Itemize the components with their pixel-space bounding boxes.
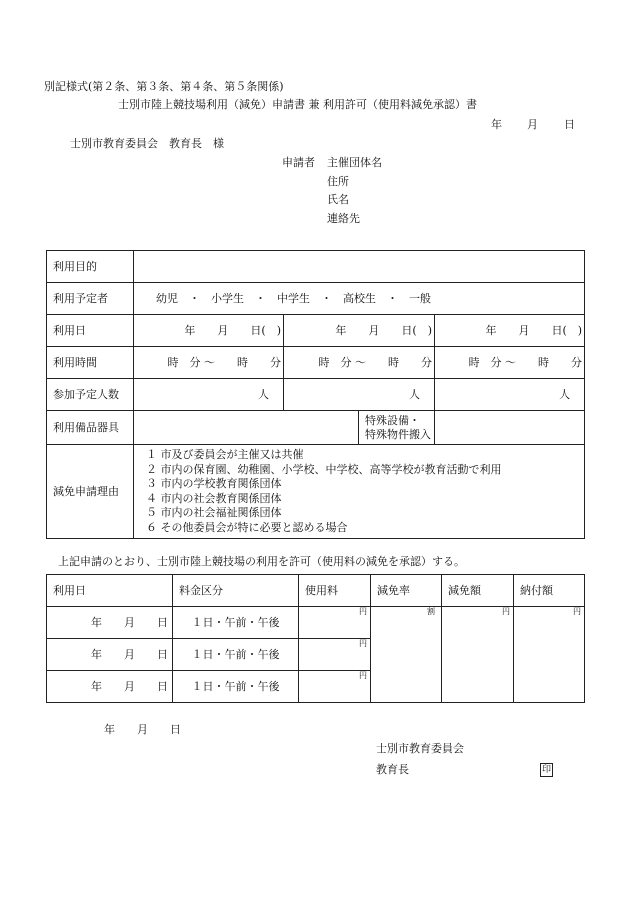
date-cell-2[interactable]: 年 月 日( ) bbox=[284, 315, 435, 347]
payment-amount-cell[interactable]: 円 bbox=[514, 607, 585, 703]
row2-fee-class[interactable]: １日・午前・午後 bbox=[173, 639, 299, 671]
reason-item[interactable]: ４ 市内の社会教育関係団体 bbox=[146, 491, 282, 505]
purpose-field[interactable] bbox=[134, 251, 585, 283]
document-title: 士別市陸上競技場利用（減免）申請書 兼 利用許可（使用料減免承認）書 bbox=[118, 98, 477, 111]
application-table bbox=[46, 250, 585, 539]
exemption-reasons bbox=[134, 445, 585, 539]
applicant-org: 主催団体名 bbox=[327, 156, 382, 169]
exemption-label: 減免申請理由 bbox=[47, 445, 134, 539]
exemption-rate-cell[interactable]: 割 bbox=[371, 607, 442, 703]
equipment-label: 利用備品器具 bbox=[47, 411, 134, 445]
time-cell-1[interactable]: 時 分 ～ 時 分 bbox=[134, 347, 284, 379]
row3-usage-fee[interactable]: 円 bbox=[299, 671, 371, 703]
date-cell-3[interactable]: 年 月 日( ) bbox=[435, 315, 585, 347]
date-cell-1[interactable]: 年 月 日( ) bbox=[134, 315, 284, 347]
addressee: 士別市教育委員会 教育長 様 bbox=[70, 137, 224, 150]
issuer-org: 士別市教育委員会 bbox=[376, 742, 464, 755]
header-usage-fee: 使用料 bbox=[299, 575, 371, 607]
header-exemption-amount: 減免額 bbox=[442, 575, 514, 607]
participants-cell-2[interactable]: 人 bbox=[284, 379, 435, 411]
special-equipment-field[interactable] bbox=[435, 411, 585, 445]
special-equipment-label bbox=[359, 411, 435, 445]
date-label: 利用日 bbox=[47, 315, 134, 347]
reason-item[interactable]: ５ 市内の社会福祉関係団体 bbox=[146, 506, 282, 519]
header-date: 利用日 bbox=[47, 575, 173, 607]
purpose-label: 利用目的 bbox=[47, 251, 134, 283]
reason-item[interactable]: ６ その他委員会が特に必要と認める場合 bbox=[146, 520, 348, 534]
issuer-title: 教育長 bbox=[376, 763, 409, 776]
special-label-line1: 特殊設備・ bbox=[365, 413, 420, 427]
row1-date[interactable]: 年 月 日 bbox=[47, 607, 173, 639]
reason-item[interactable]: ３ 市内の学校教育関係団体 bbox=[146, 477, 282, 490]
time-cell-2[interactable]: 時 分 ～ 時 分 bbox=[284, 347, 435, 379]
applicant-label: 申請者 bbox=[282, 156, 315, 169]
approval-table bbox=[46, 574, 585, 703]
applicant-contact: 連絡先 bbox=[327, 212, 360, 225]
attendees-label: 利用予定者 bbox=[47, 283, 134, 315]
seal-stamp bbox=[540, 762, 553, 777]
row1-usage-fee[interactable]: 円 bbox=[299, 607, 371, 639]
reason-item[interactable]: ２ 市内の保育園、幼稚園、小学校、中学校、高等学校が教育活動で利用 bbox=[146, 462, 502, 476]
date-month: 月 bbox=[527, 118, 538, 131]
header-exemption-rate: 減免率 bbox=[371, 575, 442, 607]
header-payment-amount: 納付額 bbox=[514, 575, 585, 607]
attendees-options[interactable]: 幼児 ・ 小学生 ・ 中学生 ・ 高校生 ・ 一般 bbox=[134, 283, 585, 315]
participants-cell-3[interactable]: 人 bbox=[435, 379, 585, 411]
time-cell-3[interactable]: 時 分 ～ 時 分 bbox=[435, 347, 585, 379]
time-label: 利用時間 bbox=[47, 347, 134, 379]
exemption-amount-cell[interactable]: 円 bbox=[442, 607, 514, 703]
form-reference: 別記様式(第２条、第３条、第４条、第５条関係) bbox=[44, 80, 284, 93]
equipment-field[interactable] bbox=[134, 411, 359, 445]
header-fee-class: 料金区分 bbox=[173, 575, 299, 607]
approval-statement: 上記申請のとおり、士別市陸上競技場の利用を許可（使用料の減免を承認）する。 bbox=[58, 555, 465, 568]
reason-item[interactable]: １ 市及び委員会が主催又は共催 bbox=[146, 448, 304, 461]
special-label-line2: 特殊物件搬入 bbox=[365, 427, 431, 441]
applicant-name: 氏名 bbox=[327, 193, 349, 206]
row3-date[interactable]: 年 月 日 bbox=[47, 671, 173, 703]
participants-label: 参加予定人数 bbox=[47, 379, 134, 411]
seal-icon: 印 bbox=[541, 765, 551, 775]
date-day: 日 bbox=[564, 118, 575, 131]
row1-fee-class[interactable]: １日・午前・午後 bbox=[173, 607, 299, 639]
approval-date: 年 月 日 bbox=[104, 723, 181, 736]
applicant-address: 住所 bbox=[327, 175, 349, 188]
row2-usage-fee[interactable]: 円 bbox=[299, 639, 371, 671]
participants-cell-1[interactable]: 人 bbox=[134, 379, 284, 411]
row3-fee-class[interactable]: １日・午前・午後 bbox=[173, 671, 299, 703]
date-year: 年 bbox=[491, 118, 502, 131]
row2-date[interactable]: 年 月 日 bbox=[47, 639, 173, 671]
